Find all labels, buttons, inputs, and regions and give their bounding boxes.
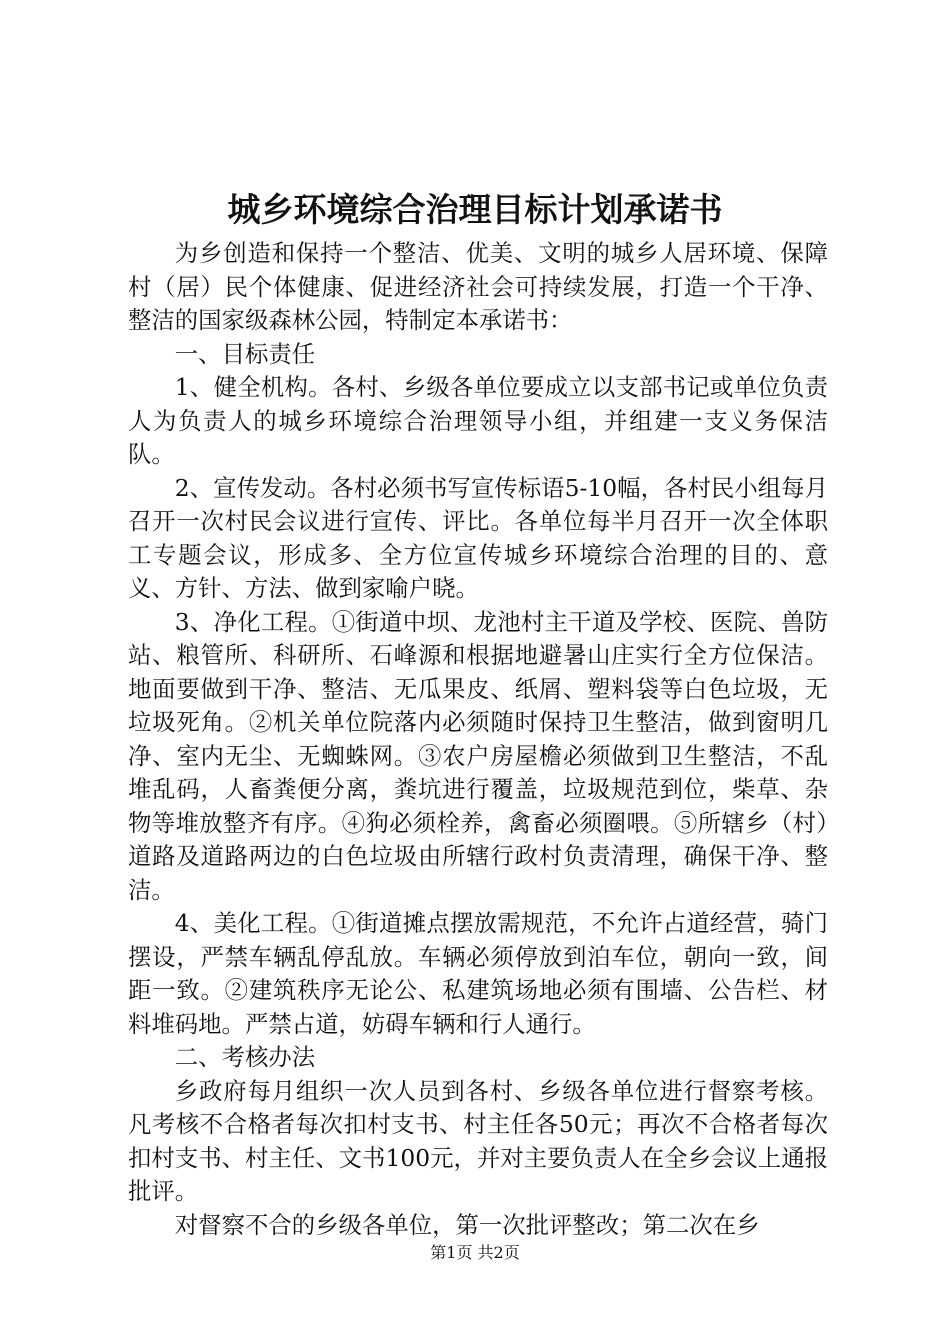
paragraph-item-2: 2、宣传发动。各村必须书写宣传标语5-10幅，各村民小组每月召开一次村民会议进行宣传、评比。各单位每半月召开一次全体职工专题会议，形成多、全方位宣传城乡环境综合治理的目的、意义、方针、方法、做到家喻户晓。 bbox=[128, 473, 828, 602]
paragraph-item-1: 1、健全机构。各村、乡级各单位要成立以支部书记或单位负责人为负责人的城乡环境综合治理领导小组，并组建一支义务保洁队。 bbox=[128, 373, 828, 468]
paragraph-assessment-continued: 对督察不合的乡级各单位，第一次批评整改；第二次在乡 bbox=[174, 1210, 760, 1239]
paragraph-intro: 为乡创造和保持一个整洁、优美、文明的城乡人居环境、保障村（居）民个体健康、促进经济社会可持续发展，打造一个干净、整洁的国家级森林公园，特制定本承诺书： bbox=[128, 239, 828, 334]
paragraph-item-4: 4、美化工程。①街道摊点摆放需规范，不允许占道经营，骑门摆设，严禁车辆乱停乱放。车辆必须停放到泊车位，朝向一致，间距一致。②建筑秩序无论公、私建筑场地必须有围墙、公告栏、材料堆码地。严禁占道，妨碍车辆和行人通行。 bbox=[128, 909, 828, 1038]
paragraph-item-3: 3、净化工程。①街道中坝、龙池村主干道及学校、医院、兽防站、粮管所、科研所、石峰源和根据地避暑山庄实行全方位保洁。地面要做到干净、整洁、无瓜果皮、纸屑、塑料袋等白色垃圾，无垃圾死角。②机关单位院落内必须随时保持卫生整洁，做到窗明几净、室内无尘、无蜘蛛网。③农户房屋檐必须做到卫生整洁，不乱堆乱码，人畜粪便分离，粪坑进行覆盖，垃圾规范到位，柴草、杂物等堆放整齐有序。④狗必须栓养，禽畜必须圈喂。⑤所辖乡（村）道路及道路两边的白色垃圾由所辖行政村负责清理，确保干净、整洁。 bbox=[128, 607, 828, 904]
section-heading-goals: 一、目标责任 bbox=[174, 339, 316, 368]
document-title: 城乡环境综合治理目标计划承诺书 bbox=[227, 190, 723, 229]
section-heading-assessment: 二、考核办法 bbox=[174, 1043, 316, 1071]
paragraph-assessment: 乡政府每月组织一次人员到各村、乡级各单位进行督察考核。凡考核不合格者每次扣村支书、村主任各50元；再次不合格者每次扣村支书、村主任、文书100元，并对主要负责人在全乡会议上通报批评。 bbox=[128, 1076, 828, 1205]
page-number: 第1页 共2页 bbox=[430, 1243, 520, 1262]
document-body bbox=[128, 237, 828, 1242]
